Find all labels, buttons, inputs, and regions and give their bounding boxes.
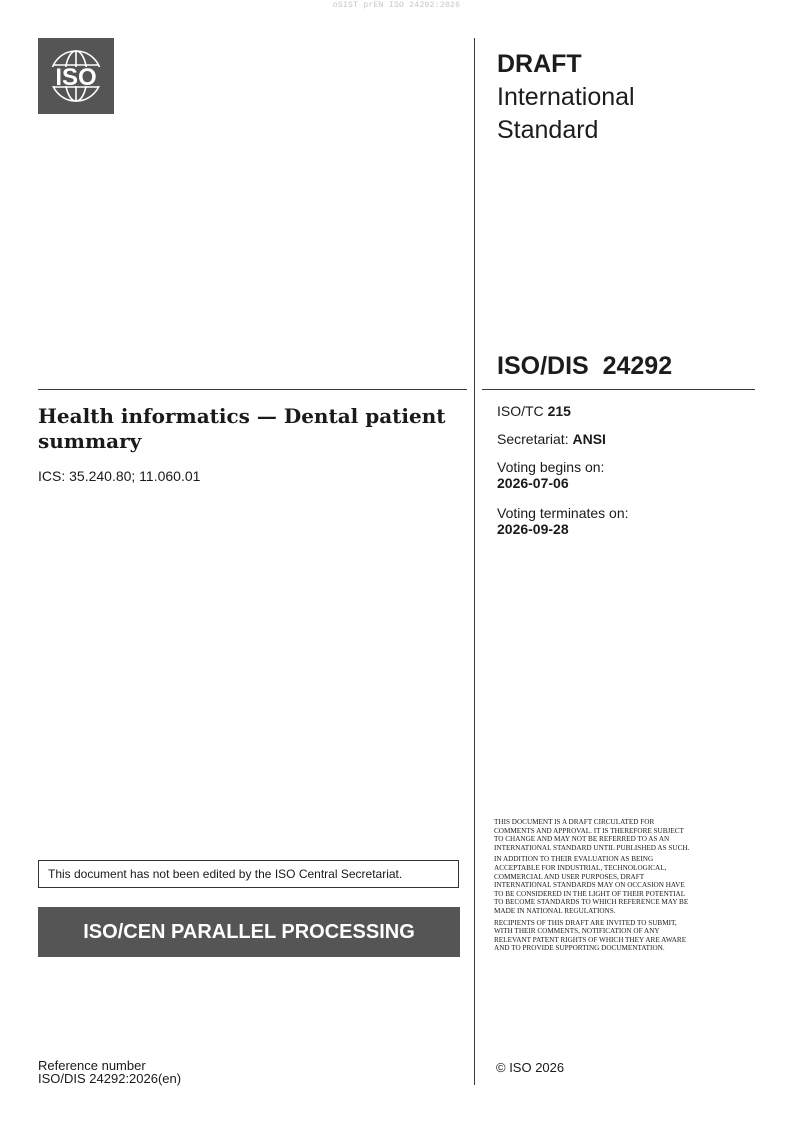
secretariat-value: ANSI: [572, 431, 606, 447]
standard-label: Standard: [497, 116, 599, 144]
iso-logo: [38, 38, 114, 114]
voting-terminates-date: 2026-09-28: [497, 521, 569, 537]
ics-codes: ICS: 35.240.80; 11.060.01: [38, 468, 201, 484]
voting-terminates-label: Voting terminates on:: [497, 505, 629, 521]
secretariat-line: [497, 431, 606, 447]
draft-notice: [494, 818, 694, 953]
standard-number: ISO/DIS 24292: [497, 352, 673, 380]
voting-begins: [497, 459, 604, 491]
watermark: oSIST prEN ISO 24292:2026: [332, 1, 461, 10]
secretariat-label: Secretariat:: [497, 431, 573, 447]
globe-icon: [38, 38, 114, 114]
reference-value: ISO/DIS 24292:2026(en): [38, 1071, 182, 1086]
notice-paragraph-3: RECIPIENTS OF THIS DRAFT ARE INVITED TO SUBMIT, WITH THEIR COMMENTS, NOTIFICATION OF ANY RELEVANT PATENT RIGHTS OF WHICH THEY ARE AWARE AND TO PROVIDE SUPPORTING DOCUMENTATION.: [494, 918, 687, 953]
document-title: Health informatics — Dental patient summary: [38, 404, 446, 453]
logo-text: ISO: [55, 64, 97, 91]
international-label: International: [497, 83, 635, 111]
committee-value: 215: [547, 403, 571, 419]
left-rule: [38, 389, 467, 390]
draft-label: DRAFT: [497, 50, 582, 78]
column-divider: [474, 38, 475, 1085]
parallel-processing-banner: ISO/CEN PARALLEL PROCESSING: [38, 907, 460, 957]
committee-line: [497, 403, 571, 419]
notice-paragraph-1: THIS DOCUMENT IS A DRAFT CIRCULATED FOR COMMENTS AND APPROVAL. IT IS THEREFORE SUBJECT TO CHANGE AND MAY NOT BE REFERRED TO AS AN INTERNATIONAL STANDARD UNTIL PUBLISHED AS SUCH.: [494, 818, 690, 852]
edit-notice-box: This document has not been edited by the ISO Central Secretariat.: [38, 860, 459, 888]
reference-number: [38, 1059, 181, 1085]
voting-begins-label: Voting begins on:: [497, 459, 605, 475]
notice-paragraph-2: IN ADDITION TO THEIR EVALUATION AS BEING ACCEPTABLE FOR INDUSTRIAL, TECHNOLOGICAL, COMMERCIAL AND USER PURPOSES, DRAFT INTERNATIONAL STANDARDS MAY ON OCCASION HAVE TO BE CONSIDERED IN THE LIGHT OF THEIR POTENTIAL TO BECOME STANDARDS TO WHICH REFERENCE MAY BE MADE IN NATIONAL REGULATIONS.: [494, 855, 689, 915]
draft-heading: [497, 48, 747, 147]
reference-label: Reference number: [38, 1058, 146, 1073]
copyright: © ISO 2026: [496, 1060, 565, 1075]
committee-label: ISO/TC: [497, 403, 548, 419]
right-rule: [482, 389, 755, 390]
voting-begins-date: 2026-07-06: [497, 475, 569, 491]
voting-terminates: [497, 505, 629, 537]
